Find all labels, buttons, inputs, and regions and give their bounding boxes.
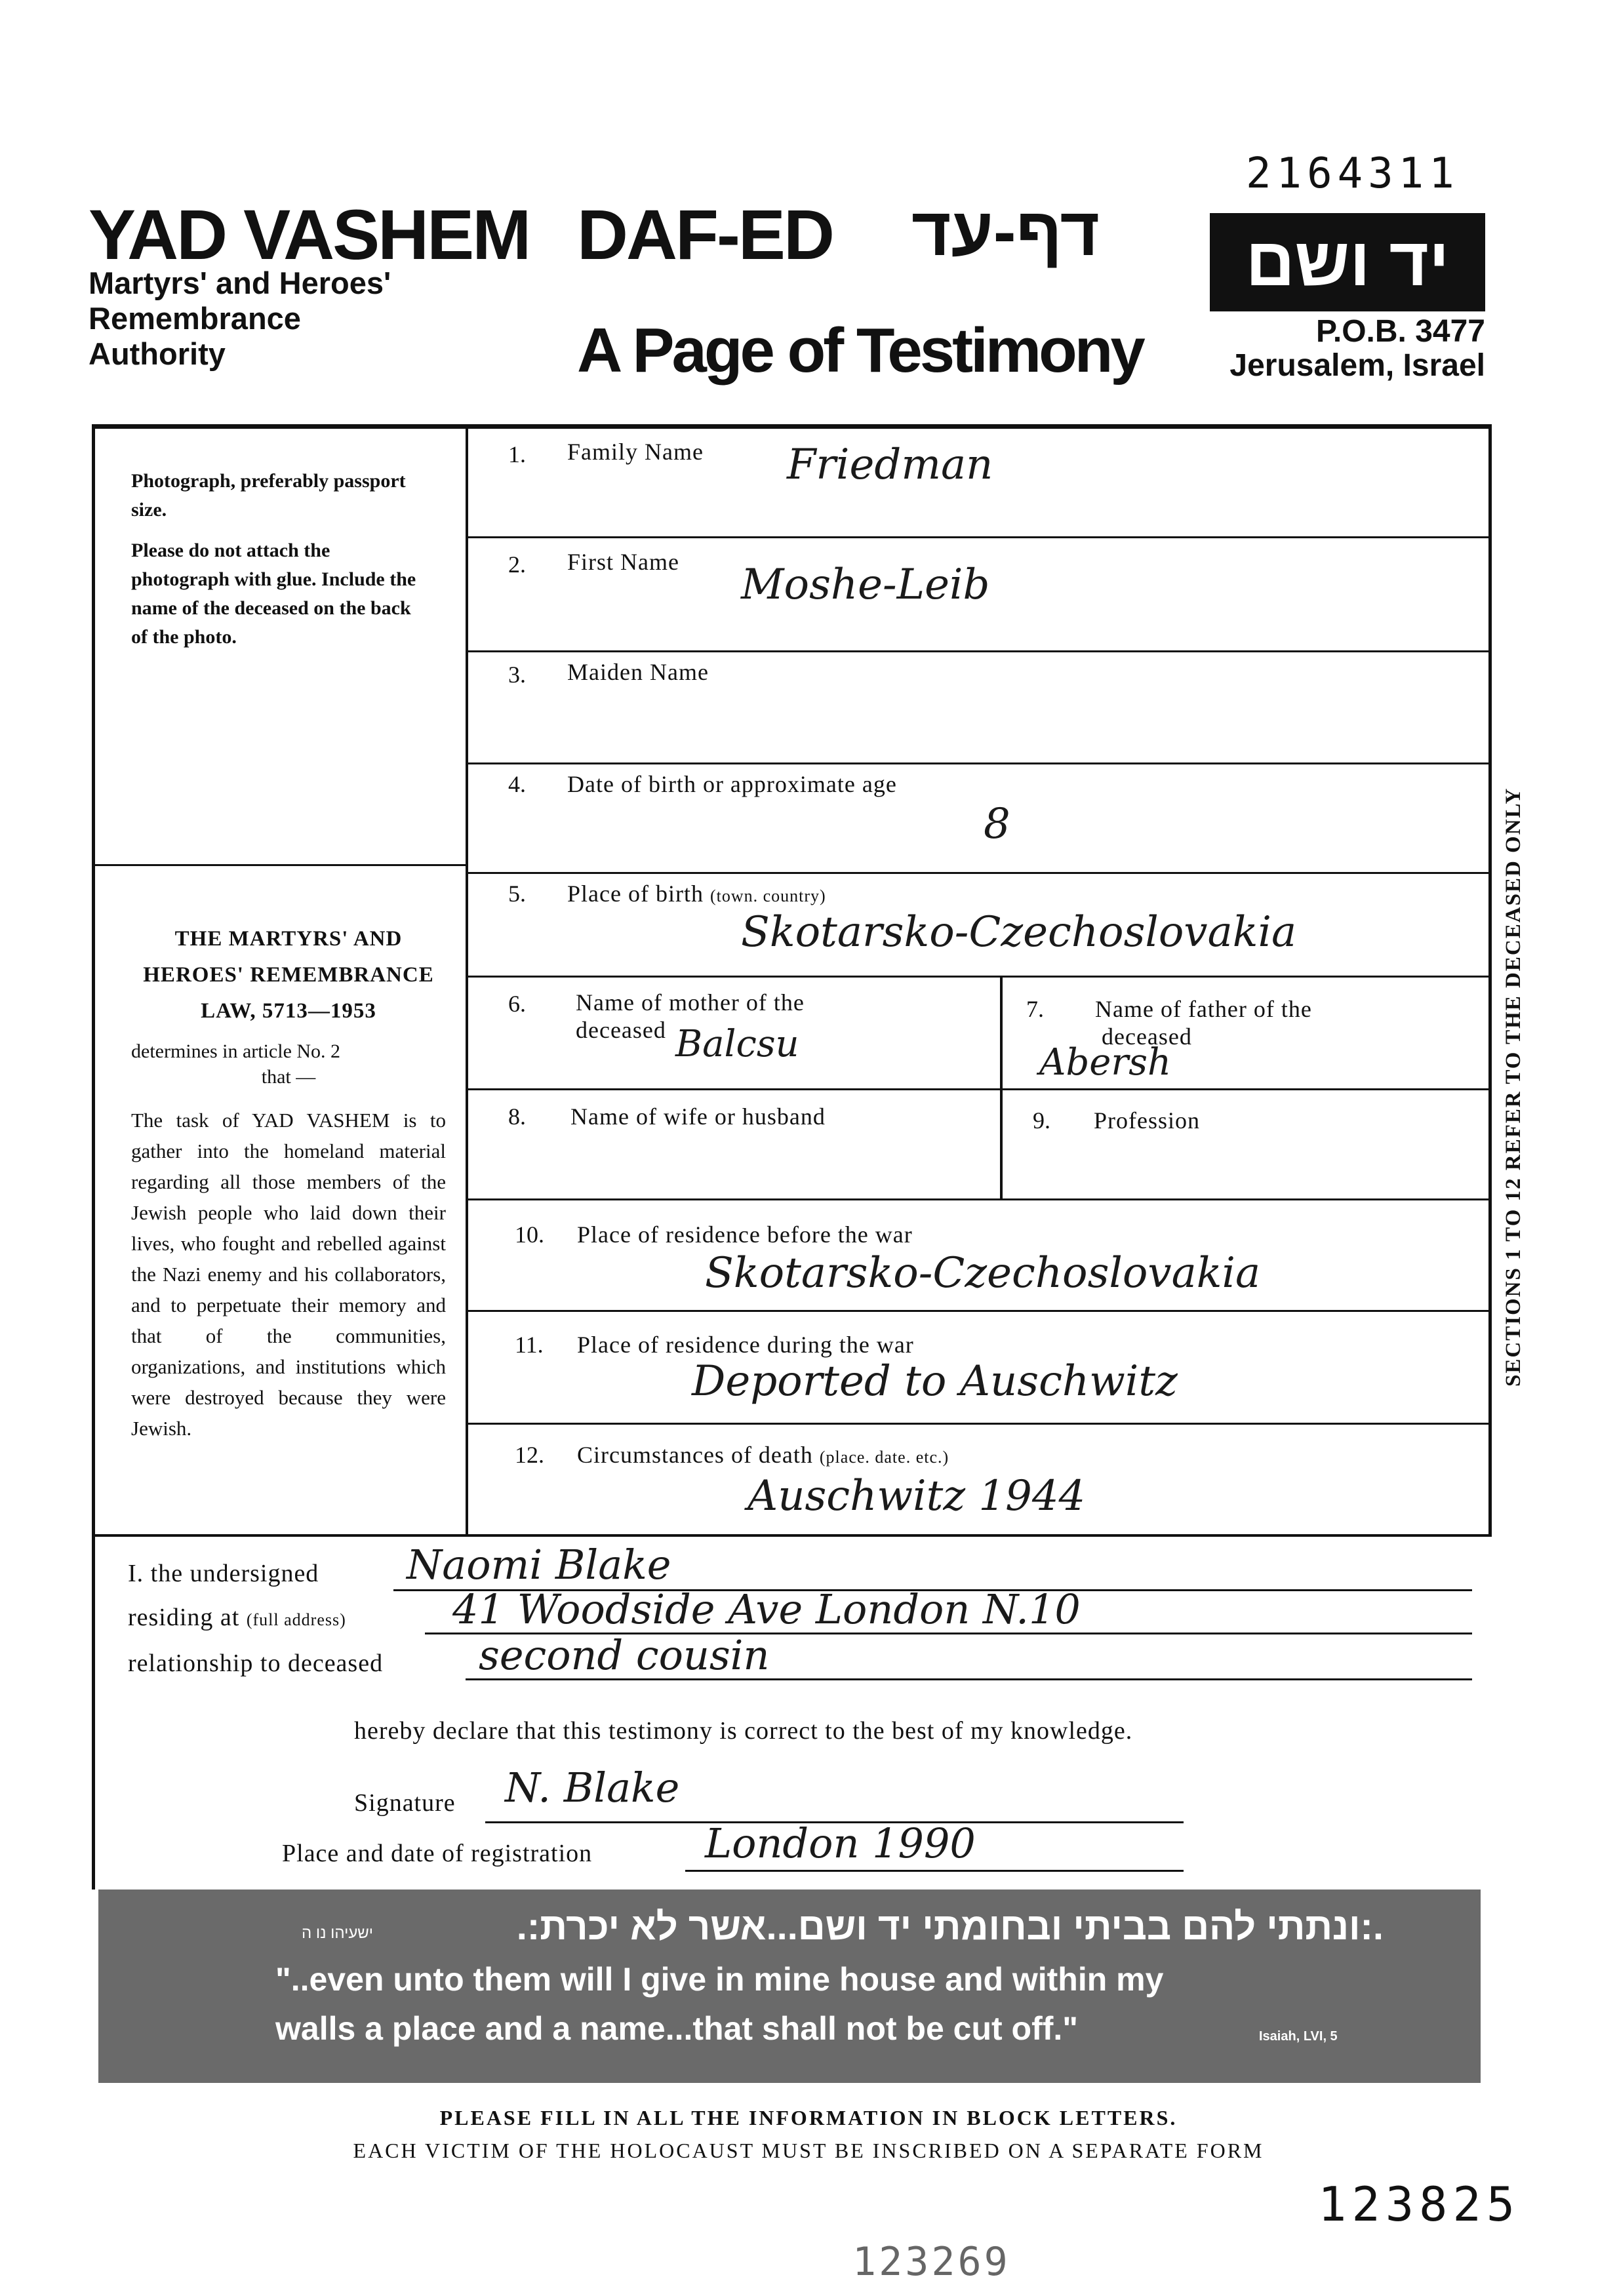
- banner-english-ref: Isaiah, LVI, 5: [1259, 2029, 1338, 2044]
- po-box: P.O.B. 3477: [1316, 314, 1485, 349]
- residing-label: residing at (full address): [128, 1604, 346, 1631]
- form-title: DAF-ED: [577, 195, 833, 274]
- field-5-label: Place of birth (town. country): [567, 881, 826, 907]
- relationship-label: relationship to deceased: [128, 1650, 384, 1677]
- father-name-value[interactable]: Abersh: [1039, 1041, 1172, 1084]
- circumstances-of-death-value[interactable]: Auschwitz 1944: [748, 1472, 1086, 1520]
- first-name-value[interactable]: Moshe-Leib: [741, 561, 990, 609]
- field-rule: [468, 762, 1488, 764]
- signature-value[interactable]: N. Blake: [505, 1764, 680, 1811]
- top-rule: [92, 424, 1492, 429]
- footer-instruction-2: EACH VICTIM OF THE HOLOCAUST MUST BE INSCRIBED ON A SEPARATE FORM: [353, 2139, 1264, 2162]
- org-title: YAD VASHEM: [89, 195, 530, 274]
- form-title-hebrew: דף-עד: [911, 194, 1100, 270]
- registration-line: [685, 1870, 1184, 1872]
- photo-instructions: [131, 467, 426, 663]
- footer-instruction-1: PLEASE FILL IN ALL THE INFORMATION IN BLOCK LETTERS.: [439, 2106, 1178, 2129]
- fields-bottom-rule: [92, 1534, 1492, 1537]
- banner-hebrew-quote: .:ונתתי להם בביתי ובחומתי יד ושם...אשר לא יכרת:.: [516, 1905, 1384, 1948]
- registration-value[interactable]: London 1990: [705, 1819, 976, 1867]
- archive-number: 123825: [1318, 2177, 1521, 2232]
- family-name-value[interactable]: Friedman: [787, 441, 993, 489]
- field-rule: [468, 1423, 1488, 1425]
- page-title: A Page of Testimony: [577, 315, 1143, 386]
- field-8-number: 8.: [508, 1103, 526, 1130]
- city: Jerusalem, Israel: [1229, 348, 1485, 383]
- residence-during-war-value[interactable]: Deported to Auschwitz: [692, 1357, 1178, 1406]
- residence-before-war-value[interactable]: Skotarsko-Czechoslovakia: [705, 1249, 1261, 1297]
- mid-divider: [1000, 976, 1003, 1198]
- law-determines: determines in article No. 2: [131, 1040, 341, 1062]
- field-rule: [468, 1088, 1488, 1090]
- field-6-number: 6.: [508, 991, 526, 1017]
- field-12-label: Circumstances of death (place. date. etc.): [577, 1442, 949, 1468]
- registration-label: Place and date of registration: [282, 1840, 593, 1867]
- field-4-number: 4.: [508, 771, 526, 797]
- declaration-statement: hereby declare that this testimony is correct to the best of my knowledge.: [354, 1717, 1133, 1745]
- field-7-label: Name of father of the deceased: [1095, 996, 1312, 1050]
- field-10-label: Place of residence before the war: [577, 1221, 913, 1248]
- place-of-birth-value[interactable]: Skotarsko-Czechoslovakia: [741, 908, 1297, 957]
- field-9-label: Profession: [1094, 1107, 1200, 1134]
- field-11-label: Place of residence during the war: [577, 1332, 914, 1358]
- left-border: [92, 424, 95, 1890]
- undersigned-label: I. the undersigned: [128, 1560, 319, 1587]
- stamp-number: 123269: [852, 2239, 1010, 2285]
- yad-vashem-logo: יד ושם: [1210, 213, 1485, 311]
- field-8-label: Name of wife or husband: [570, 1103, 826, 1130]
- field-rule: [468, 872, 1488, 874]
- field-rule: [468, 1310, 1488, 1312]
- field-12-number: 12.: [515, 1442, 544, 1468]
- field-11-number: 11.: [515, 1332, 544, 1358]
- right-border: [1488, 424, 1492, 1535]
- field-1-label: Family Name: [567, 439, 704, 465]
- field-4-label: Date of birth or approximate age: [567, 771, 897, 797]
- banner-hebrew-ref: ישעיהו נו ה: [302, 1924, 374, 1942]
- field-3-label: Maiden Name: [567, 659, 709, 685]
- column-divider: [466, 424, 468, 1535]
- signature-label: Signature: [354, 1789, 456, 1817]
- field-9-number: 9.: [1033, 1107, 1050, 1134]
- field-1-number: 1.: [508, 441, 526, 467]
- photo-note: Please do not attach the photograph with glue. Include the name of the deceased on the back of the photo.: [131, 540, 416, 648]
- field-7-number: 7.: [1026, 996, 1044, 1022]
- banner-english-line2: walls a place and a name...that shall not be cut off.": [275, 2010, 1078, 2047]
- photo-title: Photograph, preferably passport size.: [131, 470, 406, 521]
- field-10-number: 10.: [515, 1221, 544, 1248]
- photo-law-divider: [92, 864, 468, 866]
- residing-value[interactable]: 41 Woodside Ave London N.10: [452, 1585, 1081, 1633]
- banner-english-line1: "..even unto them will I give in mine house and within my: [275, 1961, 1164, 1998]
- side-note: SECTIONS 1 TO 12 REFER TO THE DECEASED ONLY: [1502, 787, 1525, 1387]
- undersigned-value[interactable]: Naomi Blake: [407, 1541, 671, 1589]
- org-subtitle: Martyrs' and Heroes' Remembrance Authority: [89, 266, 391, 371]
- field-rule: [468, 1198, 1488, 1200]
- field-3-number: 3.: [508, 662, 526, 688]
- field-2-label: First Name: [567, 549, 679, 575]
- mother-name-value[interactable]: Balcsu: [675, 1023, 799, 1065]
- birth-age-value[interactable]: 8: [984, 800, 1010, 848]
- document-number: 2164311: [1246, 149, 1460, 198]
- field-6-label: Name of mother of the deceased: [576, 989, 805, 1043]
- field-rule: [468, 536, 1488, 538]
- field-rule: [468, 976, 1488, 978]
- relationship-value[interactable]: second cousin: [479, 1631, 770, 1679]
- law-that: that —: [261, 1066, 316, 1088]
- law-body: The task of YAD VASHEM is to gather into the homeland material regarding all those members of the Jewish people who laid down their lives, who fought and rebelled against the Nazi enemy and his collaborators, and to perpetuate their memory and that of the communities, organizations, and institutions which were destroyed because they were Jewish.: [131, 1109, 446, 1440]
- law-heading: THE MARTYRS' AND HEROES' REMEMBRANCE LAW, 5713—1953: [143, 927, 434, 1023]
- field-rule: [468, 650, 1488, 652]
- field-2-number: 2.: [508, 551, 526, 578]
- field-5-number: 5.: [508, 881, 526, 907]
